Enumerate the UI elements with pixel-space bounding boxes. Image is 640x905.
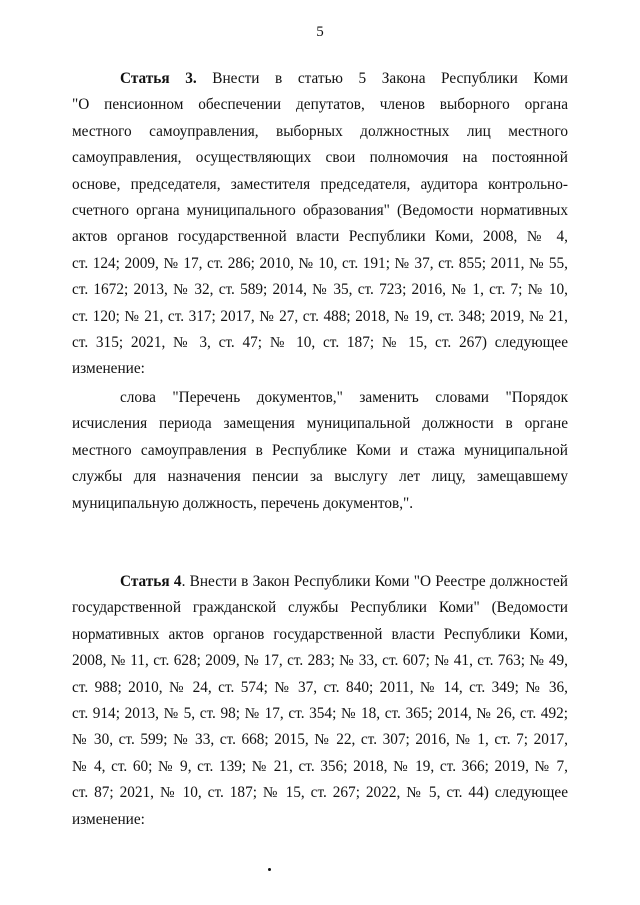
article-4-line-3: 2008, № 11, ст. 628; 2009, № 17, ст. 283; № 33, ст. 607; № 41, ст. 763; № 49,	[72, 652, 568, 670]
scan-speck	[268, 868, 271, 871]
article-4-line-2: нормативных актов органов государственной власти Республики Коми,	[72, 625, 568, 643]
article-3-line-4: основе, председателя, заместителя председателя, аудитора контрольно-	[72, 175, 568, 193]
amendment-line-4: муниципальную должность, перечень документов,".	[72, 494, 414, 512]
article-4-line-0: Статья 4. Внести в Закон Республики Коми "О Реестре должностей	[120, 572, 568, 590]
article-3-line-3: самоуправления, осуществляющих свои полномочия на постоянной	[72, 149, 568, 167]
article-4-line-1: государственной гражданской службы Республики Коми" (Ведомости	[72, 599, 568, 617]
article-4-line-9: изменение:	[72, 810, 145, 828]
article-3-line-11: изменение:	[72, 360, 145, 378]
amendment-line-2: местного самоуправления в Республике Коми и стажа муниципальной	[72, 441, 568, 459]
article-3-amendment	[72, 385, 568, 517]
article-4-label: Статья 4	[120, 572, 182, 590]
document-body	[72, 66, 568, 833]
article-3-line-1: "О пенсионном обеспечении депутатов, членов выборного органа	[72, 96, 568, 114]
article-3-line-6: актов органов государственной власти Республики Коми, 2008, № 4,	[72, 228, 568, 246]
article-3-label: Статья 3.	[120, 70, 197, 87]
article-3-line-10: ст. 315; 2021, № 3, ст. 47; № 10, ст. 187; № 15, ст. 267) следующее	[72, 334, 568, 352]
article-3-line-8: ст. 1672; 2013, № 32, ст. 589; 2014, № 35, ст. 723; 2016, № 1, ст. 7; № 10,	[72, 281, 568, 299]
page-number: 5	[316, 24, 324, 40]
article-3	[72, 66, 568, 383]
amendment-line-1: исчисления периода замещения муниципальной должности в органе	[72, 415, 568, 433]
amendment-line-3: службы для назначения пенсии за выслугу лет лицу, замещавшему	[72, 468, 568, 486]
article-3-line-5: счетного органа муниципального образования" (Ведомости нормативных	[72, 202, 568, 220]
article-3-line-9: ст. 120; № 21, ст. 317; 2017, № 27, ст. 488; 2018, № 19, ст. 348; 2019, № 21,	[72, 307, 568, 325]
article-4-line-8: ст. 87; 2021, № 10, ст. 187; № 15, ст. 267; 2022, № 5, ст. 44) следующее	[72, 784, 568, 802]
paragraph-gap	[72, 517, 568, 569]
article-4-line-5: ст. 914; 2013, № 5, ст. 98; № 17, ст. 354; № 18, ст. 365; 2014, № 26, ст. 492;	[72, 704, 568, 722]
article-4-line-6: № 30, ст. 599; № 33, ст. 668; 2015, № 22, ст. 307; 2016, № 1, ст. 7; 2017,	[72, 731, 568, 749]
article-4	[72, 569, 568, 833]
article-4-line-7: № 4, ст. 60; № 9, ст. 139; № 21, ст. 356; 2018, № 19, ст. 366; 2019, № 7,	[72, 757, 568, 775]
article-4-line-4: ст. 988; 2010, № 24, ст. 574; № 37, ст. 840; 2011, № 14, ст. 349; № 36,	[72, 678, 568, 696]
article-3-line-2: местного самоуправления, выборных должностных лиц местного	[72, 122, 568, 140]
article-3-line-7: ст. 124; 2009, № 17, ст. 286; 2010, № 10, ст. 191; № 37, ст. 855; 2011, № 55,	[72, 254, 568, 272]
article-3-line-0: Статья 3. Внести в статью 5 Закона Республики Коми	[120, 70, 568, 87]
amendment-line-0: слова "Перечень документов," заменить словами "Порядок	[120, 388, 568, 406]
